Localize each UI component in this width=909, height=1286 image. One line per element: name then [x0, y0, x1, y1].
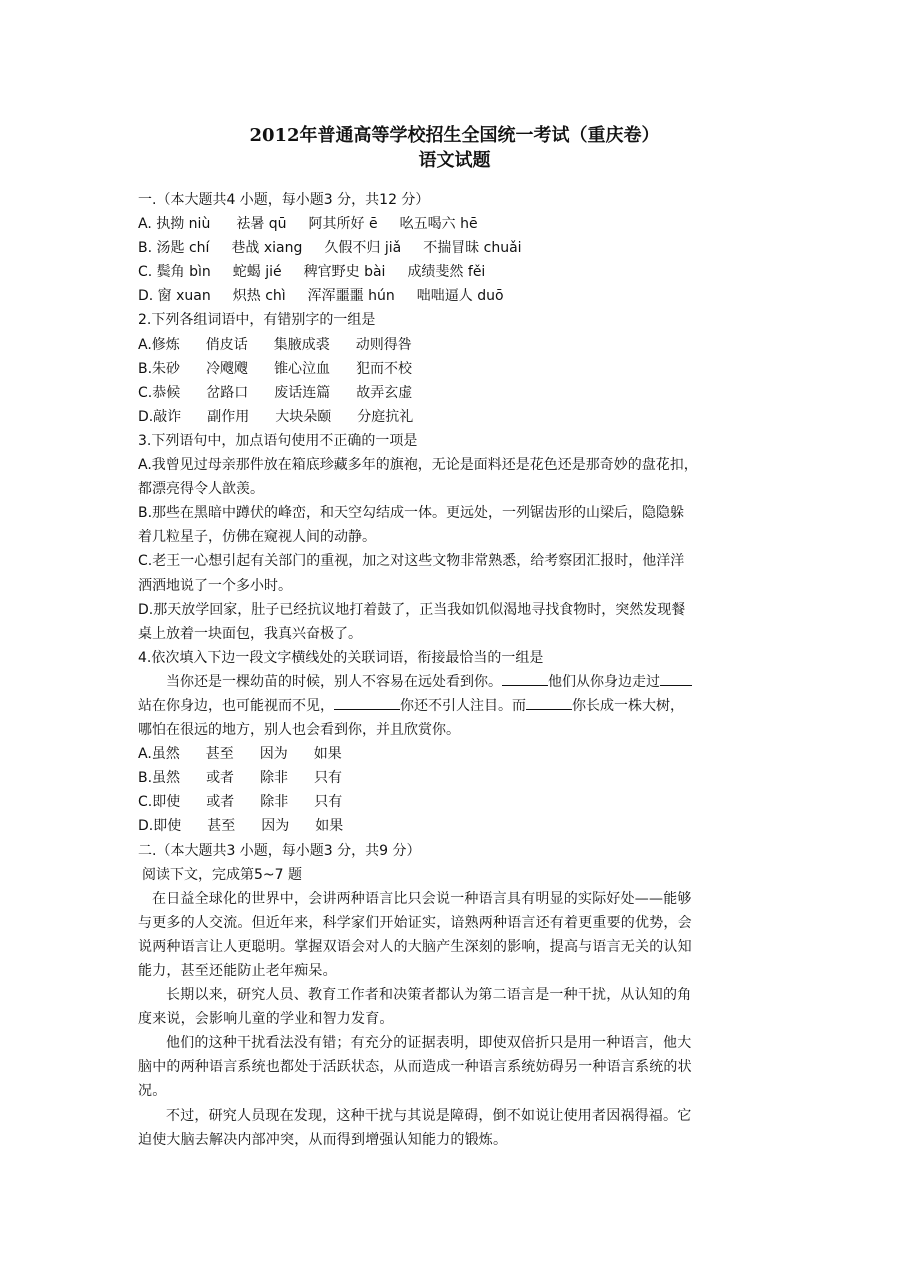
fill-blank: [660, 671, 692, 686]
text-segment: 况。: [138, 1083, 167, 1100]
text-line: [138, 1007, 778, 1031]
q4-text: 哪怕在很远的地方，别人也会看到你，并且欣赏你。: [138, 722, 460, 739]
text-segment: 除非: [260, 770, 289, 787]
text-segment: 故弄玄虚: [356, 384, 413, 401]
text-line: [138, 1104, 778, 1128]
text-segment: 只有: [314, 770, 343, 787]
text-line: [138, 574, 778, 598]
text-segment: C.即使: [138, 794, 181, 811]
text-segment: 桌上放着一块面包，我真兴奋极了。: [138, 625, 362, 642]
text-line: [138, 284, 778, 308]
q4-text: 他们从你身边走过: [548, 673, 660, 690]
text-line: [138, 598, 778, 622]
text-segment: 二.（本大题共3 小题，每小题3 分，共9 分）: [138, 842, 421, 859]
text-segment: C. 鬓角 bìn: [138, 264, 211, 281]
text-segment: 炽热 chì: [232, 288, 286, 305]
text-segment: 蛇蝎 jié: [232, 264, 282, 281]
text-line: [138, 549, 778, 573]
text-line: [138, 501, 778, 525]
q4-passage-line-3: [138, 718, 778, 742]
text-line: [138, 357, 778, 381]
text-segment: 能力，甚至还能防止老年痴呆。: [138, 963, 337, 979]
text-line: [138, 453, 778, 477]
fill-blank: [502, 671, 548, 686]
text-segment: 或者: [206, 770, 235, 787]
text-line: [138, 308, 778, 332]
text-segment: 副作用: [207, 408, 250, 425]
text-line: [138, 790, 778, 814]
fill-blank: [334, 695, 400, 710]
exam-body: [138, 188, 778, 1152]
text-segment: 长期以来，研究人员、教育工作者和决策者都认为第二语言是一种干扰，从认知的角: [166, 987, 692, 1004]
text-line: [138, 333, 778, 357]
text-line: [138, 212, 778, 236]
text-segment: 吆五喝六 hē: [399, 216, 478, 233]
text-segment: 犯而不校: [356, 360, 413, 377]
text-segment: 他们的这种干扰看法没有错；有充分的证据表明，即使双倍折只是用一种语言，他大: [166, 1035, 692, 1052]
text-segment: A.我曾见过母亲那件放在箱底珍藏多年的旗袍，无论是面料还是花色还是那奇妙的盘花扣，: [138, 457, 698, 474]
q4-text: 当你还是一棵幼苗的时候，别人不容易在远处看到你。: [166, 673, 502, 690]
text-segment: 着几粒星子，仿佛在窥视人间的动静。: [138, 529, 376, 546]
exam-title: 2012年普通高等学校招生全国统一考试（重庆卷）: [249, 125, 660, 146]
text-segment: B.虽然: [138, 770, 181, 787]
text-line: [138, 1031, 778, 1055]
text-segment: 大块朵颐: [275, 408, 332, 425]
text-segment: 或者: [206, 794, 235, 811]
text-segment: 冷飕飕: [206, 360, 249, 377]
text-segment: B.那些在黑暗中蹲伏的峰峦，和天空勾结成一体。更远处，一列锯齿形的山梁后，隐隐躲: [138, 505, 685, 522]
text-segment: C.老王一心想引起有关部门的重视，加之对这些文物非常熟悉，给考察团汇报时，他洋洋: [138, 553, 685, 570]
text-segment: 因为: [259, 746, 288, 763]
text-segment: 洒洒地说了一个多小时。: [138, 577, 292, 594]
text-line: [138, 814, 778, 838]
fill-blank: [526, 695, 572, 710]
text-segment: 不过，研究人员现在发现，这种干扰与其说是障碍，倒不如说让使用者因祸得福。它: [166, 1107, 692, 1124]
text-segment: 度来说，会影响儿童的学业和智力发育。: [138, 1011, 394, 1028]
text-line: [138, 863, 778, 887]
text-segment: 2.下列各组词语中，有错别字的一组是: [138, 312, 376, 329]
text-line: [138, 1079, 778, 1103]
q4-passage-line-2: [138, 694, 778, 718]
text-segment: 不揣冒昧 chuǎi: [423, 240, 522, 257]
exam-subtitle: 语文试题: [418, 150, 491, 171]
text-segment: 都漂亮得令人歆羡。: [138, 481, 264, 498]
text-line: [138, 766, 778, 790]
text-line: [138, 646, 778, 670]
text-segment: D. 窗 xuan: [138, 288, 211, 305]
text-segment: 阿其所好 ē: [308, 216, 378, 233]
text-segment: 动则得咎: [355, 336, 412, 353]
text-line: [138, 260, 778, 284]
text-segment: 3.下列语句中，加点语句使用不正确的一项是: [138, 432, 418, 449]
text-segment: 久假不归 jiǎ: [324, 240, 402, 257]
text-segment: 如果: [313, 746, 342, 763]
text-line: [138, 525, 778, 549]
text-segment: 稗官野史 bài: [303, 264, 386, 281]
text-line: [138, 1055, 778, 1079]
text-segment: B. 汤匙 chí: [138, 240, 210, 257]
text-line: [138, 236, 778, 260]
text-segment: D.那天放学回家，肚子已经抗议地打着鼓了，正当我如饥似渴地寻找食物时，突然发现餐: [138, 601, 686, 618]
text-segment: 甚至: [205, 746, 234, 763]
text-segment: 与更多的人交流。但近年来，科学家们开始证实，谙熟两种语言还有着更重要的优势，会: [138, 914, 692, 931]
text-segment: A. 执拗 niù: [138, 216, 211, 233]
text-line: [138, 381, 778, 405]
text-segment: 只有: [314, 794, 343, 811]
text-line: [138, 405, 778, 429]
text-line: [138, 477, 778, 501]
text-line: [138, 935, 778, 959]
text-segment: 因为: [261, 818, 290, 835]
text-line: [138, 839, 778, 863]
q4-text: 站在你身边，也可能视而不见，: [138, 697, 334, 714]
text-segment: A.修炼: [138, 336, 180, 353]
text-segment: 如果: [315, 818, 344, 835]
text-segment: D.敲诈: [138, 408, 182, 425]
text-segment: 浑浑噩噩 hún: [307, 288, 395, 305]
q4-text: 你还不引人注目。而: [400, 697, 526, 714]
text-segment: 锥心泣血: [274, 360, 331, 377]
text-segment: 废话连篇: [274, 384, 331, 401]
questions-part-2: [138, 742, 778, 1152]
text-segment: 阅读下文，完成第5~7 题: [142, 866, 302, 883]
q4-text: 你长成一株大树，: [572, 697, 684, 714]
text-line: [138, 622, 778, 646]
text-line: [138, 188, 778, 212]
text-segment: 祛暑 qū: [236, 216, 287, 233]
text-segment: B.朱砂: [138, 360, 181, 377]
text-segment: 在日益全球化的世界中，会讲两种语言比只会说一种语言具有明显的实际好处——能够: [152, 890, 692, 907]
text-line: [138, 429, 778, 453]
text-segment: 一.（本大题共4 小题，每小题3 分，共12 分）: [138, 192, 430, 208]
q4-passage-line-1: [138, 670, 778, 694]
text-line: [138, 1128, 778, 1152]
text-segment: 甚至: [207, 818, 236, 835]
text-segment: 迫使大脑去解决内部冲突，从而得到增强认知能力的锻炼。: [138, 1131, 508, 1148]
text-segment: D.即使: [138, 818, 182, 835]
questions-part-1: [138, 188, 778, 670]
text-segment: 集腋成裘: [273, 336, 330, 353]
text-segment: C.恭候: [138, 384, 181, 401]
text-line: [138, 742, 778, 766]
text-segment: A.虽然: [138, 746, 180, 763]
text-segment: 成绩斐然 fěi: [407, 264, 486, 281]
text-line: [138, 911, 778, 935]
text-segment: 岔路口: [206, 384, 249, 401]
text-line: [138, 887, 778, 911]
text-segment: 咄咄逼人 duō: [416, 288, 504, 305]
text-segment: 4.依次填入下边一段文字横线处的关联词语，衔接最恰当的一组是: [138, 649, 544, 666]
text-segment: 俏皮话: [205, 336, 248, 353]
text-segment: 除非: [260, 794, 289, 811]
text-segment: 脑中的两种语言系统也都处于活跃状态，从而造成一种语言系统妨碍另一种语言系统的状: [138, 1059, 692, 1076]
text-segment: 巷战 xiang: [231, 240, 303, 257]
text-segment: 分庭抗礼: [357, 408, 414, 425]
text-line: [138, 983, 778, 1007]
text-line: [138, 959, 778, 983]
text-segment: 说两种语言让人更聪明。掌握双语会对人的大脑产生深刻的影响，提高与语言无关的认知: [138, 938, 692, 955]
